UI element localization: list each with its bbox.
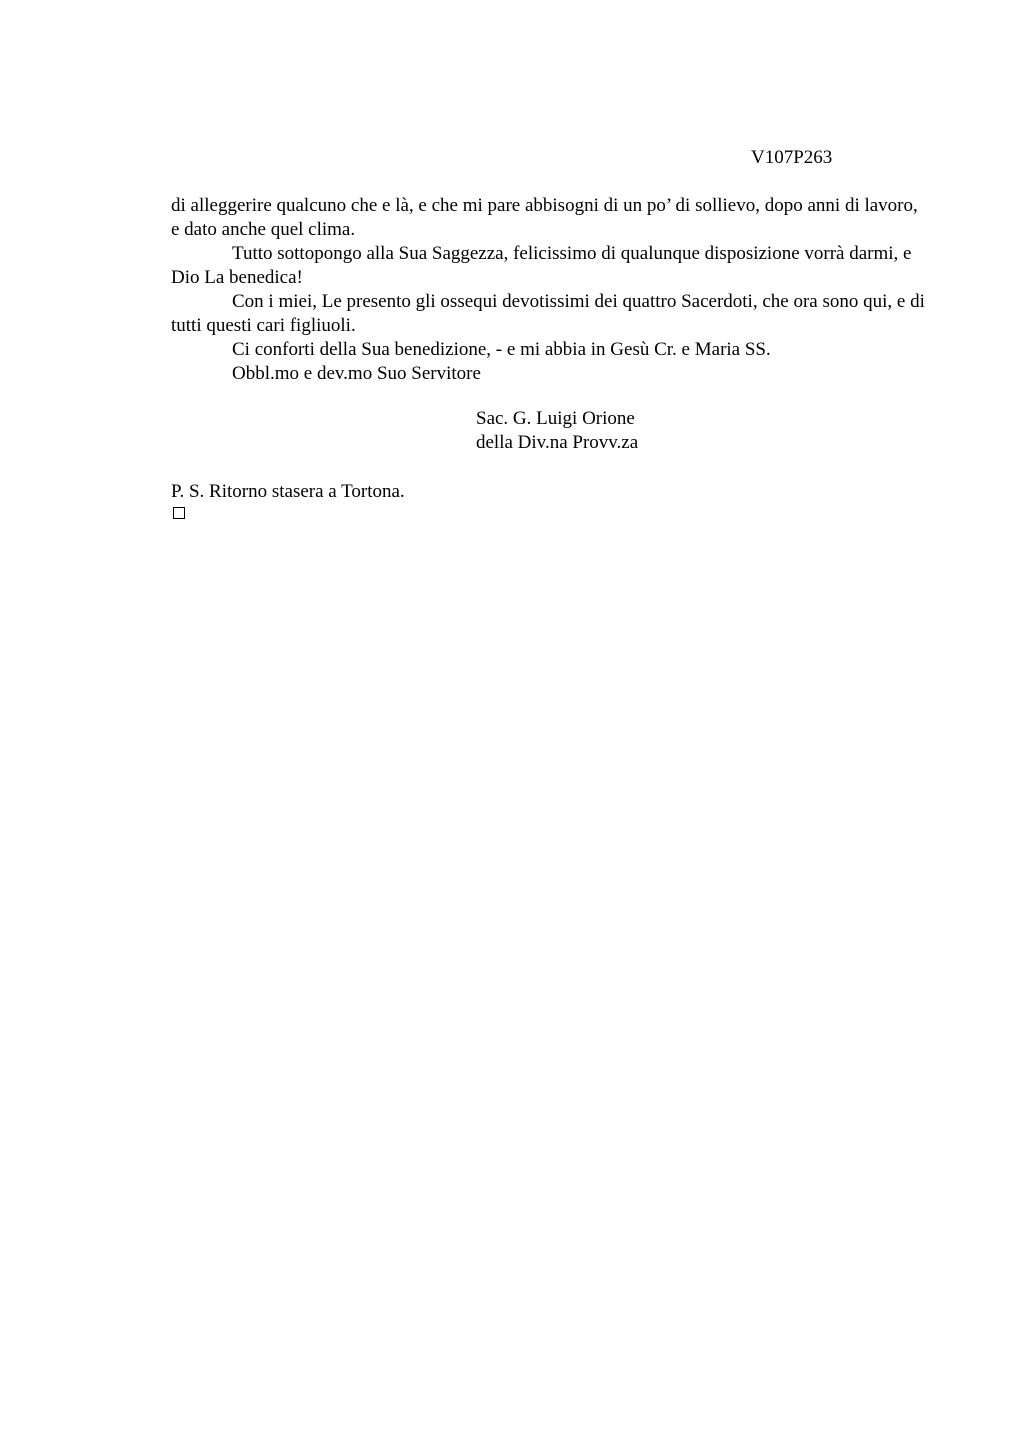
signature-title: della Div.na Provv.za (476, 432, 639, 453)
end-marker-box-icon (173, 507, 185, 519)
paragraph-continuation: di alleggerire qualcuno che e là, e che mi pare abbisogni di un po’ di sollievo, dopo anni di lavoro, e dato anche quel clima. (171, 195, 918, 240)
signature-name: Sac. G. Luigi Orione (476, 408, 635, 429)
paragraph-blessing-request: Ci conforti della Sua benedizione, - e mi abbia in Gesù Cr. e Maria SS. (232, 339, 771, 360)
page-reference: V107P263 (751, 147, 833, 168)
paragraph-closing: Obbl.mo e dev.mo Suo Servitore (232, 363, 481, 384)
signature-block (476, 407, 638, 455)
paragraph-greetings: Con i miei, Le presento gli ossequi devotissimi dei quattro Sacerdoti, che ora sono qui, e di tutti questi cari figliuoli. (171, 291, 925, 336)
postscript: P. S. Ritorno stasera a Tortona. (171, 481, 405, 502)
letter-body (171, 194, 927, 386)
paragraph-submission: Tutto sottopongo alla Sua Saggezza, felicissimo di qualunque disposizione vorrà darmi, e Dio La benedica! (171, 243, 912, 288)
